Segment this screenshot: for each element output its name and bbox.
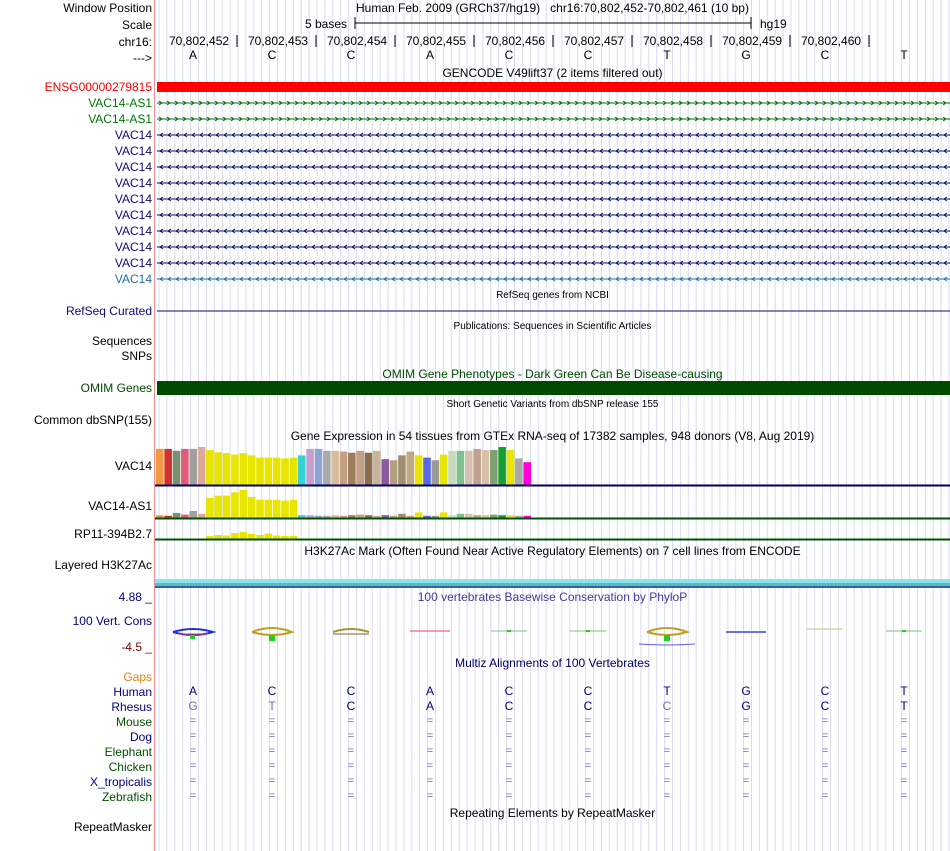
gtex-bar-vac14-as1 bbox=[256, 500, 264, 518]
omim-feature bbox=[157, 381, 950, 395]
track-label-sequences[interactable]: Sequences bbox=[91, 334, 152, 348]
gtex-bar-vac14 bbox=[223, 453, 231, 485]
track-label-vac14[interactable]: VAC14 bbox=[114, 256, 152, 270]
h3k27ac-band bbox=[155, 579, 950, 583]
ensg-feature bbox=[157, 82, 950, 92]
multiz-rhesus-base: T bbox=[268, 699, 276, 713]
phylop-glyph bbox=[269, 635, 275, 641]
species-label[interactable]: Chicken bbox=[108, 760, 152, 774]
multiz-rhesus-base: C bbox=[504, 699, 514, 713]
dbsnp-title: Short Genetic Variants from dbSNP release 155 bbox=[446, 399, 659, 410]
ref-base: A bbox=[188, 48, 197, 62]
gtex-bar-vac14 bbox=[507, 450, 515, 485]
multiz-other-base: = bbox=[663, 715, 671, 727]
multiz-other-base: = bbox=[268, 715, 276, 727]
multiz-human-base: A bbox=[425, 684, 434, 698]
track-label-gaps[interactable]: Gaps bbox=[123, 670, 152, 684]
multiz-other-base: = bbox=[189, 745, 197, 757]
gtex-title: Gene Expression in 54 tissues from GTEx RNA-seq of 17382 samples, 948 donors (V8, Aug 2019) bbox=[290, 429, 815, 443]
position-text: chr16:70,802,452-70,802,461 (10 bp) bbox=[550, 1, 749, 15]
multiz-other-base: = bbox=[426, 790, 434, 802]
gtex-bar-vac14 bbox=[240, 453, 248, 485]
gtex-bar-vac14 bbox=[498, 447, 506, 485]
gtex-bar-rp11 bbox=[231, 533, 239, 539]
gtex-bar-vac14 bbox=[315, 449, 323, 485]
coord-label: 70,802,460 bbox=[801, 34, 862, 48]
multiz-other-base: = bbox=[347, 790, 355, 802]
track-labels bbox=[0, 0, 154, 851]
track-label-vac14[interactable]: VAC14 bbox=[114, 192, 152, 206]
gtex-bar-vac14 bbox=[290, 458, 298, 485]
multiz-human-base: G bbox=[741, 684, 751, 698]
multiz-other-base: = bbox=[268, 790, 276, 802]
multiz-human-base: A bbox=[188, 684, 197, 698]
gtex-bar-vac14 bbox=[281, 458, 289, 485]
track-label-vac14[interactable]: VAC14 bbox=[114, 176, 152, 190]
multiz-rhesus-base: C bbox=[346, 699, 356, 713]
multiz-other-base: = bbox=[663, 745, 671, 757]
coord-label: 70,802,459 bbox=[722, 34, 783, 48]
phylop-glyph bbox=[252, 628, 292, 635]
multiz-other-base: = bbox=[505, 730, 513, 742]
gtex-bar-vac14-as1 bbox=[248, 497, 256, 518]
track-label-h3k27ac[interactable]: Layered H3K27Ac bbox=[54, 558, 152, 572]
track-label-omim[interactable]: OMIM Genes bbox=[80, 381, 152, 395]
gtex-bar-rp11 bbox=[265, 534, 273, 540]
gtex-bar-vac14 bbox=[523, 462, 531, 485]
multiz-other-base: = bbox=[900, 775, 908, 787]
multiz-other-base: = bbox=[742, 775, 750, 787]
refseq-title: RefSeq genes from NCBI bbox=[496, 290, 609, 301]
multiz-human-base: C bbox=[583, 684, 593, 698]
gtex-bar-vac14 bbox=[440, 455, 448, 485]
gtex-bar-vac14 bbox=[390, 460, 398, 485]
species-label[interactable]: Zebrafish bbox=[101, 790, 152, 804]
coord-label: 70,802,455 bbox=[406, 34, 467, 48]
assembly-name: Human Feb. 2009 (GRCh37/hg19) bbox=[356, 1, 541, 15]
gtex-bar-vac14 bbox=[340, 452, 348, 485]
multiz-other-base: = bbox=[189, 730, 197, 742]
ref-base: C bbox=[267, 48, 277, 62]
phylop-glyph bbox=[507, 630, 511, 632]
coord-label: 70,802,458 bbox=[643, 34, 704, 48]
multiz-other-base: = bbox=[426, 715, 434, 727]
gtex-bar-vac14 bbox=[231, 455, 239, 485]
multiz-other-base: = bbox=[663, 760, 671, 772]
gtex-bar-vac14 bbox=[398, 455, 406, 485]
multiz-other-base: = bbox=[505, 760, 513, 772]
multiz-other-base: = bbox=[663, 775, 671, 787]
gtex-bar-vac14 bbox=[407, 452, 415, 485]
gtex-bar-vac14 bbox=[373, 451, 381, 485]
multiz-rhesus-base: C bbox=[583, 699, 593, 713]
gtex-bar-vac14-as1 bbox=[490, 515, 498, 518]
ref-base: C bbox=[504, 48, 514, 62]
multiz-rhesus-base: T bbox=[900, 699, 908, 713]
gtex-bar-vac14 bbox=[323, 451, 331, 485]
multiz-title: Multiz Alignments of 100 Vertebrates bbox=[455, 656, 650, 670]
multiz-other-base: = bbox=[426, 745, 434, 757]
h3k27ac-band bbox=[155, 583, 950, 586]
multiz-other-base: = bbox=[584, 715, 592, 727]
multiz-other-base: = bbox=[584, 730, 592, 742]
multiz-other-base: = bbox=[505, 715, 513, 727]
ref-base: C bbox=[820, 48, 830, 62]
track-label-ensg[interactable]: ENSG00000279815 bbox=[44, 80, 152, 94]
gtex-bar-vac14-as1 bbox=[214, 496, 222, 518]
multiz-other-base: = bbox=[900, 730, 908, 742]
publications-title: Publications: Sequences in Scientific Articles bbox=[453, 321, 652, 332]
window-position-label: Window Position bbox=[63, 1, 152, 15]
gtex-bar-vac14 bbox=[365, 453, 373, 485]
multiz-other-base: = bbox=[584, 775, 592, 787]
multiz-other-base: = bbox=[426, 730, 434, 742]
track-label-refseq[interactable]: RefSeq Curated bbox=[65, 304, 152, 318]
multiz-other-base: = bbox=[347, 745, 355, 757]
gtex-bar-vac14 bbox=[423, 458, 431, 485]
gtex-bar-vac14 bbox=[356, 451, 364, 485]
phylop-title: 100 vertebrates Basewise Conservation by PhyloP bbox=[417, 590, 688, 604]
gtex-bar-vac14-as1 bbox=[415, 512, 423, 518]
ref-base: C bbox=[583, 48, 593, 62]
track-label-vac14[interactable]: VAC14 bbox=[114, 144, 152, 158]
multiz-human-base: C bbox=[267, 684, 277, 698]
gtex-bar-vac14-as1 bbox=[273, 500, 281, 518]
phylop-glyph bbox=[333, 629, 369, 632]
header-title bbox=[155, 1, 950, 15]
track-label-cons[interactable]: 100 Vert. Cons bbox=[72, 614, 152, 628]
gtex-bar-vac14 bbox=[248, 455, 256, 485]
multiz-other-base: = bbox=[189, 790, 197, 802]
multiz-rhesus-base: G bbox=[188, 699, 198, 713]
track-label-vac14[interactable]: VAC14 bbox=[114, 128, 152, 142]
phylop-glyph bbox=[647, 628, 687, 635]
gtex-bar-vac14 bbox=[265, 458, 273, 485]
multiz-rhesus-base: G bbox=[741, 699, 751, 713]
gtex-bar-vac14-as1 bbox=[281, 501, 289, 518]
species-label[interactable]: Human bbox=[113, 685, 152, 699]
multiz-other-base: = bbox=[821, 760, 829, 772]
gtex-bar-vac14 bbox=[490, 450, 498, 485]
track-label-gtex-vac14-as1[interactable]: VAC14-AS1 bbox=[88, 499, 152, 513]
multiz-other-base: = bbox=[821, 790, 829, 802]
gtex-bar-vac14-as1 bbox=[198, 514, 206, 518]
gtex-bar-rp11 bbox=[256, 535, 264, 539]
phylop-glyph bbox=[586, 630, 590, 632]
multiz-other-base: = bbox=[189, 760, 197, 772]
gtex-bar-vac14-as1 bbox=[457, 514, 465, 518]
species-label[interactable]: Dog bbox=[129, 730, 152, 744]
track-label-vac14[interactable]: VAC14 bbox=[114, 224, 152, 238]
track-label-vac14[interactable]: VAC14 bbox=[114, 160, 152, 174]
phylop-glyph bbox=[664, 635, 670, 641]
coord-label: 70,802,457 bbox=[564, 34, 625, 48]
gtex-bar-vac14 bbox=[465, 451, 473, 485]
gtex-bar-rp11 bbox=[223, 536, 231, 540]
gtex-bar-vac14 bbox=[515, 458, 523, 485]
multiz-other-base: = bbox=[742, 760, 750, 772]
gtex-bar-vac14 bbox=[473, 449, 481, 485]
gtex-bar-rp11 bbox=[248, 534, 256, 539]
gtex-bar-rp11 bbox=[240, 532, 248, 539]
ref-base: T bbox=[663, 48, 671, 62]
ref-base: G bbox=[741, 48, 751, 62]
gtex-bar-vac14 bbox=[448, 451, 456, 485]
multiz-other-base: = bbox=[426, 775, 434, 787]
strand-arrow-label: ---> bbox=[133, 51, 152, 65]
gtex-bar-vac14 bbox=[156, 449, 164, 485]
multiz-other-base: = bbox=[900, 760, 908, 772]
multiz-other-base: = bbox=[189, 775, 197, 787]
multiz-other-base: = bbox=[189, 715, 197, 727]
phylop-glyph bbox=[902, 630, 906, 632]
multiz-other-base: = bbox=[505, 790, 513, 802]
gtex-bar-vac14 bbox=[482, 450, 490, 485]
gtex-bar-vac14-as1 bbox=[265, 500, 273, 518]
gtex-bar-vac14-as1 bbox=[231, 492, 239, 518]
multiz-other-base: = bbox=[742, 790, 750, 802]
multiz-other-base: = bbox=[505, 745, 513, 757]
cons-bottom-value: -4.5 _ bbox=[121, 640, 152, 654]
gtex-bar-vac14 bbox=[206, 450, 214, 485]
multiz-other-base: = bbox=[426, 760, 434, 772]
multiz-rhesus-base: C bbox=[820, 699, 830, 713]
multiz-other-base: = bbox=[663, 790, 671, 802]
multiz-other-base: = bbox=[821, 775, 829, 787]
browser-canvas[interactable] bbox=[155, 0, 950, 851]
gtex-bar-vac14 bbox=[256, 458, 264, 485]
multiz-other-base: = bbox=[742, 745, 750, 757]
gtex-bar-vac14-as1 bbox=[206, 498, 214, 518]
multiz-other-base: = bbox=[505, 775, 513, 787]
multiz-human-base: C bbox=[346, 684, 356, 698]
gencode-title: GENCODE V49lift37 (2 items filtered out) bbox=[442, 66, 663, 80]
gtex-bar-vac14 bbox=[189, 449, 197, 485]
gtex-bar-vac14 bbox=[298, 455, 306, 485]
multiz-human-base: C bbox=[820, 684, 830, 698]
omim-title: OMIM Gene Phenotypes - Dark Green Can Be Disease-causing bbox=[382, 367, 723, 381]
multiz-other-base: = bbox=[821, 730, 829, 742]
ref-base: A bbox=[425, 48, 434, 62]
gtex-bar-vac14-as1 bbox=[181, 515, 189, 518]
track-label-dbsnp[interactable]: Common dbSNP(155) bbox=[33, 413, 152, 427]
multiz-other-base: = bbox=[268, 745, 276, 757]
gtex-bar-vac14 bbox=[415, 455, 423, 485]
gtex-bar-vac14-as1 bbox=[465, 514, 473, 518]
track-label-gtex-rp11[interactable]: RP11-394B2.7 bbox=[74, 527, 152, 541]
ref-base: C bbox=[346, 48, 356, 62]
gtex-bar-vac14 bbox=[331, 451, 339, 485]
gtex-bar-vac14 bbox=[164, 449, 172, 485]
track-label-snps[interactable]: SNPs bbox=[121, 349, 152, 363]
gtex-bar-vac14 bbox=[173, 451, 181, 485]
multiz-other-base: = bbox=[347, 715, 355, 727]
gtex-bar-vac14 bbox=[381, 459, 389, 485]
gtex-bar-vac14-as1 bbox=[356, 515, 364, 518]
species-label[interactable]: Rhesus bbox=[111, 700, 152, 714]
coord-label: 70,802,452 bbox=[169, 34, 230, 48]
coord-label: 70,802,453 bbox=[248, 34, 309, 48]
multiz-human-base: C bbox=[504, 684, 514, 698]
track-label-vac14[interactable]: VAC14 bbox=[114, 272, 152, 286]
phylop-glyph bbox=[639, 644, 695, 645]
repeatmasker-title: Repeating Elements by RepeatMasker bbox=[449, 806, 656, 820]
gtex-bar-vac14-as1 bbox=[173, 513, 181, 518]
gtex-bar-vac14-as1 bbox=[223, 496, 231, 518]
gtex-bar-vac14 bbox=[214, 452, 222, 485]
gtex-bar-vac14 bbox=[306, 449, 314, 485]
cons-top-value: 4.88 _ bbox=[118, 590, 152, 604]
track-label-vac14[interactable]: VAC14 bbox=[114, 208, 152, 222]
multiz-rhesus-base: C bbox=[662, 699, 672, 713]
gtex-bar-rp11 bbox=[273, 536, 281, 540]
gtex-bar-vac14-as1 bbox=[398, 514, 406, 518]
scale-bar-label: 5 bases bbox=[305, 17, 348, 31]
gtex-bar-vac14 bbox=[432, 460, 440, 485]
gtex-bar-vac14 bbox=[348, 453, 356, 485]
scale-label: Scale bbox=[121, 18, 152, 32]
multiz-other-base: = bbox=[584, 745, 592, 757]
species-label[interactable]: Mouse bbox=[115, 715, 152, 729]
gtex-bar-vac14-as1 bbox=[440, 512, 448, 518]
gtex-bar-vac14 bbox=[181, 449, 189, 485]
multiz-other-base: = bbox=[584, 760, 592, 772]
h3k27ac-band bbox=[155, 586, 950, 588]
multiz-other-base: = bbox=[347, 730, 355, 742]
multiz-other-base: = bbox=[742, 730, 750, 742]
ref-base: T bbox=[900, 48, 908, 62]
multiz-other-base: = bbox=[900, 745, 908, 757]
db-label: hg19 bbox=[760, 17, 787, 31]
phylop-glyph bbox=[190, 635, 195, 639]
multiz-other-base: = bbox=[742, 715, 750, 727]
multiz-other-base: = bbox=[268, 730, 276, 742]
species-label[interactable]: X_tropicalis bbox=[89, 775, 152, 789]
track-label-gtex-vac14[interactable]: VAC14 bbox=[114, 459, 152, 473]
multiz-other-base: = bbox=[347, 775, 355, 787]
multiz-other-base: = bbox=[821, 715, 829, 727]
gtex-bar-vac14 bbox=[198, 447, 206, 485]
coord-label: 70,802,454 bbox=[327, 34, 388, 48]
multiz-other-base: = bbox=[821, 745, 829, 757]
species-label[interactable]: Elephant bbox=[104, 745, 152, 759]
coord-label: 70,802,456 bbox=[485, 34, 546, 48]
chrom-label: chr16: bbox=[118, 35, 152, 49]
gtex-bar-rp11 bbox=[214, 535, 222, 539]
multiz-other-base: = bbox=[900, 715, 908, 727]
track-label-repeatmasker[interactable]: RepeatMasker bbox=[73, 820, 152, 834]
gtex-bar-vac14-as1 bbox=[290, 500, 298, 518]
multiz-other-base: = bbox=[900, 790, 908, 802]
gtex-bar-vac14 bbox=[457, 451, 465, 485]
gtex-bar-vac14-as1 bbox=[240, 490, 248, 518]
gtex-bar-vac14-as1 bbox=[189, 511, 197, 518]
multiz-human-base: T bbox=[900, 684, 908, 698]
multiz-other-base: = bbox=[584, 790, 592, 802]
multiz-other-base: = bbox=[663, 730, 671, 742]
gtex-bar-vac14 bbox=[273, 458, 281, 485]
multiz-other-base: = bbox=[268, 760, 276, 772]
multiz-human-base: T bbox=[663, 684, 671, 698]
multiz-rhesus-base: A bbox=[425, 699, 434, 713]
track-label-vac14[interactable]: VAC14 bbox=[114, 240, 152, 254]
multiz-other-base: = bbox=[268, 775, 276, 787]
multiz-other-base: = bbox=[347, 760, 355, 772]
track-label-vac14-as1-a[interactable]: VAC14-AS1 bbox=[88, 96, 152, 110]
track-label-vac14-as1-b[interactable]: VAC14-AS1 bbox=[88, 112, 152, 126]
h3k27ac-title: H3K27Ac Mark (Often Found Near Active Regulatory Elements) on 7 cell lines from ENCODE bbox=[304, 544, 801, 558]
